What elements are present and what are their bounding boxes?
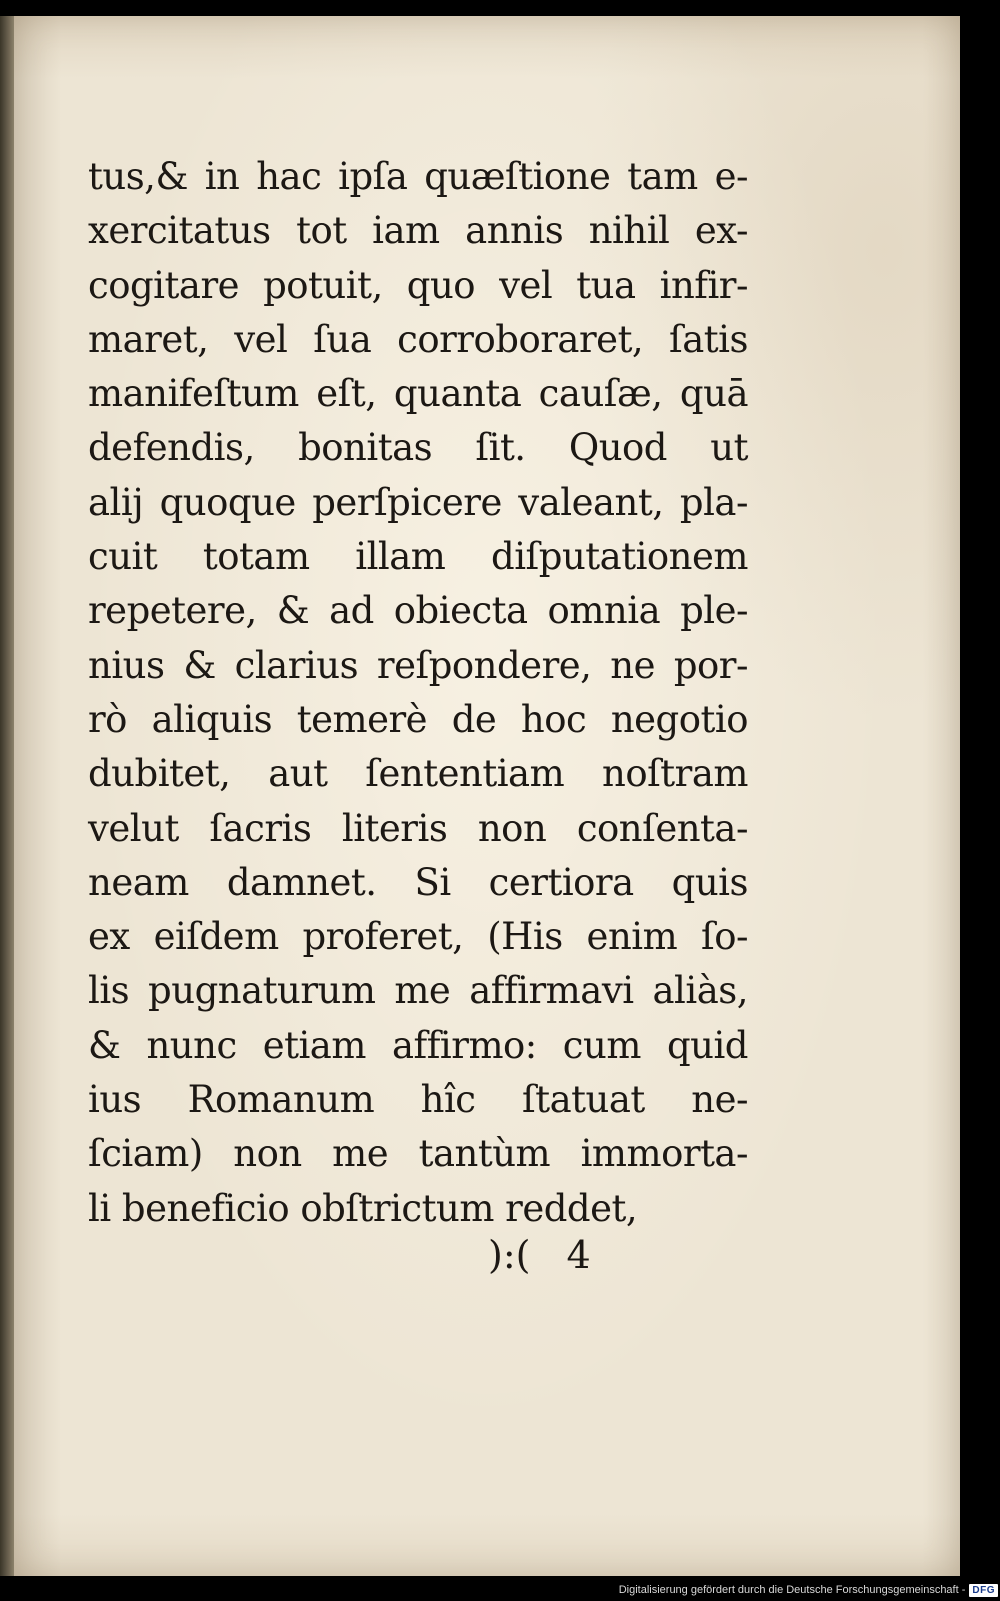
text-line-content: repetere, & ad obiecta omnia ple- — [88, 589, 748, 633]
text-line-content: dubitet, aut ſententiam noſtram — [88, 752, 748, 796]
text-line — [88, 1019, 748, 1073]
text-line-content: ex eiſdem proferet, (His enim ſo- — [88, 915, 748, 959]
text-line — [88, 1073, 748, 1127]
text-line-content: manifeſtum eſt, quanta cauſæ, quā — [88, 372, 748, 416]
text-line-content: cuit totam illam diſputationem — [88, 535, 748, 579]
text-line-content: li beneficio obſtrictum reddet, — [88, 1186, 638, 1230]
text-line — [88, 693, 748, 747]
text-line — [88, 584, 748, 638]
text-line-content: ius Romanum hîc ſtatuat ne- — [88, 1078, 748, 1122]
text-line — [88, 910, 748, 964]
text-line — [88, 204, 748, 258]
text-line-content: maret, vel ſua corroboraret, ſatis — [88, 317, 748, 361]
text-line — [88, 530, 748, 584]
text-line-content: lis pugnaturum me affirmavi aliàs, — [88, 969, 748, 1013]
text-line — [88, 802, 748, 856]
text-line-content: rò aliquis temerè de hoc negotio — [88, 697, 748, 741]
signature-mark: ):( 4 — [488, 1233, 591, 1277]
text-line — [88, 421, 748, 475]
text-line-content: cogitare potuit, quo vel tua infir- — [88, 263, 748, 307]
text-line — [88, 367, 748, 421]
text-block — [88, 150, 748, 1236]
text-line-content: tus,& in hac ipſa quæſtione tam e- — [88, 155, 748, 198]
footer-credit: Digitalisierung gefördert durch die Deutsche Forschungsgemeinschaft - — [618, 1584, 966, 1596]
text-line-content: ſciam) non me tantùm immorta- — [88, 1132, 748, 1176]
text-line — [88, 1127, 748, 1181]
text-line-content: velut ſacris literis non conſenta- — [88, 806, 748, 850]
text-line-content: xercitatus tot iam annis nihil ex- — [88, 209, 748, 253]
digitization-footer — [619, 1581, 998, 1599]
text-line — [88, 259, 748, 313]
text-line — [88, 313, 748, 367]
book-spine-edge — [0, 16, 14, 1576]
text-line — [88, 639, 748, 693]
dfg-logo-icon: DFG — [969, 1584, 998, 1597]
text-line-content: neam damnet. Si certiora quis — [88, 860, 748, 904]
text-line — [88, 150, 748, 204]
text-line — [88, 964, 748, 1018]
text-line-content: defendis, bonitas ſit. Quod ut — [88, 426, 748, 470]
text-line-content: nius & clarius reſpondere, ne por- — [88, 643, 748, 687]
text-line-content: & nunc etiam affirmo: cum quid — [88, 1023, 748, 1067]
text-line — [88, 1182, 748, 1236]
text-line — [88, 747, 748, 801]
text-line — [88, 856, 748, 910]
text-line-content: alij quoque perſpicere valeant, pla- — [88, 480, 748, 524]
text-line — [88, 476, 748, 530]
